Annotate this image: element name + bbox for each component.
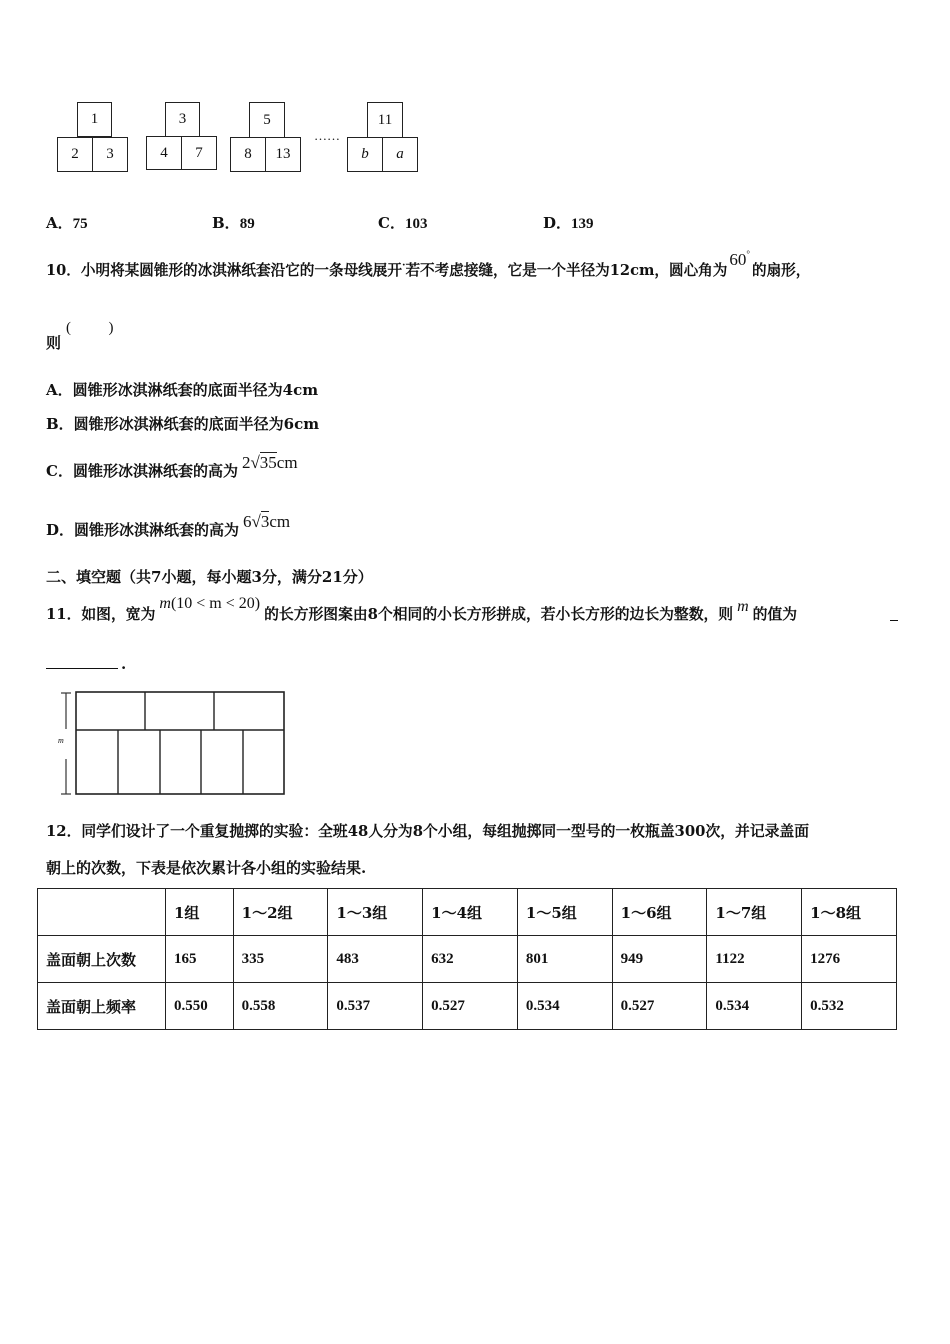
q10-option-d: D．圆锥形冰淇淋纸套的高为 6√3cm bbox=[46, 512, 291, 539]
q11-stem: 11．如图，宽为m(10 < m < 20)的长方形图案由8个相同的小长方形拼成，若小长方形的边长为整数，则 m 的值为 bbox=[46, 595, 798, 623]
q12-line1: 12．同学们设计了一个重复抛掷的实验：全班48人分为8个小组，每组抛掷同一型号的一枚瓶盖300次，并记录盖面 bbox=[46, 823, 810, 840]
q9-option-d: D．139 bbox=[543, 214, 594, 232]
table-cell: 0.534 bbox=[707, 983, 802, 1030]
q10-option-b: B．圆锥形冰淇淋纸套的底面半径为6cm bbox=[46, 415, 320, 433]
diagram-2-left: 4 bbox=[146, 136, 182, 170]
table-cell: 0.532 bbox=[802, 983, 897, 1030]
table-cell: 949 bbox=[612, 936, 707, 983]
table-header-cell: 1～5组 bbox=[517, 889, 612, 936]
diagram-4-left: b bbox=[347, 137, 383, 172]
section-heading: 二、填空题（共7小题，每小题3分，满分21分） bbox=[46, 568, 373, 586]
table-row bbox=[38, 983, 897, 1030]
table-cell: 1122 bbox=[707, 936, 802, 983]
q10-option-c: C．圆锥形冰淇淋纸套的高为 2√35cm bbox=[46, 453, 298, 480]
q10-stem: 10．小明将某圆锥形的冰淇淋纸套沿它的一条母线展开·若不考虑接缝，它是一个半径为12cm，圆心角为60°的扇形， bbox=[46, 249, 811, 279]
diagram-4-right: a bbox=[382, 137, 418, 172]
table-cell: 1276 bbox=[802, 936, 897, 983]
q9-option-c: C．103 bbox=[378, 214, 428, 232]
answer-blank-tail bbox=[890, 620, 898, 621]
q10-option-a: A．圆锥形冰淇淋纸套的底面半径为4cm bbox=[46, 381, 319, 399]
diagram-ellipsis: …… bbox=[314, 128, 340, 143]
q10-answer-paren: ( ) bbox=[66, 320, 114, 336]
diagram-2-top: 3 bbox=[165, 102, 200, 137]
q11-period: . bbox=[121, 655, 127, 673]
table-header-cell: 1～4组 bbox=[423, 889, 518, 936]
figure-label-m: m bbox=[58, 736, 64, 745]
table-header-cell bbox=[38, 889, 166, 936]
diagram-3-left: 8 bbox=[230, 137, 266, 172]
table-header-cell: 1～7组 bbox=[707, 889, 802, 936]
table-header-cell: 1～6组 bbox=[612, 889, 707, 936]
table-cell: 0.527 bbox=[612, 983, 707, 1030]
table-cell: 165 bbox=[166, 936, 234, 983]
table-header-cell: 1～3组 bbox=[328, 889, 423, 936]
table-cell: 632 bbox=[423, 936, 518, 983]
rectangle-figure bbox=[52, 688, 292, 798]
diagram-1-left: 2 bbox=[57, 137, 93, 172]
diagram-1-top: 1 bbox=[77, 102, 112, 137]
diagram-4-top: 11 bbox=[367, 102, 403, 138]
q9-option-a: A．75 bbox=[46, 214, 88, 232]
diagram-1-right: 3 bbox=[92, 137, 128, 172]
diagram-3-right: 13 bbox=[265, 137, 301, 172]
table-cell: 0.534 bbox=[517, 983, 612, 1030]
table-cell: 335 bbox=[233, 936, 328, 983]
answer-blank bbox=[46, 668, 118, 669]
table-cell: 0.527 bbox=[423, 983, 518, 1030]
results-table bbox=[37, 888, 897, 1030]
table-cell: 0.537 bbox=[328, 983, 423, 1030]
table-cell: 801 bbox=[517, 936, 612, 983]
table-header-cell: 1组 bbox=[166, 889, 234, 936]
table-header-row bbox=[38, 889, 897, 936]
table-row bbox=[38, 936, 897, 983]
diagram-2-right: 7 bbox=[181, 136, 217, 170]
table-cell: 483 bbox=[328, 936, 423, 983]
table-cell: 0.550 bbox=[166, 983, 234, 1030]
q10-ze: 则 bbox=[46, 334, 62, 352]
table-row-label: 盖面朝上次数 bbox=[38, 936, 166, 983]
table-cell: 0.558 bbox=[233, 983, 328, 1030]
diagram-3-top: 5 bbox=[249, 102, 285, 138]
table-row-label: 盖面朝上频率 bbox=[38, 983, 166, 1030]
q9-option-b: B．89 bbox=[212, 214, 255, 232]
table-header-cell: 1～8组 bbox=[802, 889, 897, 936]
table-header-cell: 1～2组 bbox=[233, 889, 328, 936]
q12-line2: 朝上的次数，下表是依次累计各小组的实验结果. bbox=[46, 859, 367, 877]
